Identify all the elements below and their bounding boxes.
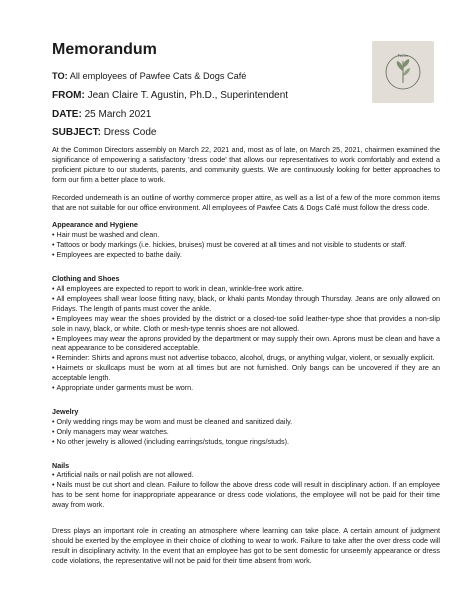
list-item: • Artificial nails or nail polish are not allowed. bbox=[52, 470, 194, 480]
section-heading: Nails bbox=[52, 460, 70, 470]
cafe-logo bbox=[372, 41, 434, 103]
list-item: • Appropriate under garments must be worn. bbox=[52, 383, 194, 393]
section-clothing bbox=[52, 274, 440, 393]
list-item: • Reminder: Shirts and aprons must not advertise tobacco, alcohol, drugs, or anything vulgar, violent, or sexually explicit. bbox=[52, 353, 435, 363]
list-item: • All employees are expected to report to work in clean, wrinkle-free work attire. bbox=[52, 283, 304, 293]
from-line: FROM: Jean Claire T. Agustin, Ph.D., Superintendent bbox=[52, 90, 289, 101]
list-item: • Employees are expected to bathe daily. bbox=[52, 250, 182, 260]
list-item: • Employees may wear the shoes provided by the district or a closed-toe solid leather-type shoe that provides a non-slip sole in navy, black, or white. Cloth or mesh-type tennis shoes are not allowed. bbox=[52, 313, 440, 333]
list-item: • No other jewelry is allowed (including earrings/studs, tongue rings/studs). bbox=[52, 436, 290, 446]
list-item: • Tattoos or body markings (i.e. hickies, bruises) must be covered at all times and not visible to students or staff. bbox=[52, 240, 407, 250]
subject-value: Dress Code bbox=[103, 127, 157, 138]
intro-paragraph: Recorded underneath is an outline of worthy commerce proper attire, as well as a list of a few of the more common items that are not suitable for our office environment. All employees of Pawfee Cats & Dogs Café must follow the dress code. bbox=[52, 192, 440, 212]
section-appearance bbox=[52, 220, 440, 260]
memo-body bbox=[52, 145, 440, 574]
list-item: • Employees may wear the aprons provided by the department or may supply their own. Aprons must be clean and have a neat appearance to be considered acceptable. bbox=[52, 333, 440, 353]
list-item: • Only wedding rings may be worn and must be cleaned and sanitized daily. bbox=[52, 416, 293, 426]
list-item: • Only managers may wear watches. bbox=[52, 426, 169, 436]
section-heading: Jewelry bbox=[52, 406, 79, 416]
list-item: • Hair must be washed and clean. bbox=[52, 230, 160, 240]
intro-paragraph: At the Common Directors assembly on March 22, 2021 and, most as of late, on March 25, 2021, chairmen examined the significance of empowering a satisfactory 'dress code' that allows our representatives to work comfortably and extend a proficient picture to our students, parents, and community guests. We are continuously looking for better approaches to form our firm a better place to work. bbox=[52, 145, 440, 184]
list-item: • All employees shall wear loose fitting navy, black, or khaki pants Monday through Thursday. Jeans are only allowed on Fridays. The length of pants must cover the ankle. bbox=[52, 293, 440, 313]
date-value: 25 March 2021 bbox=[84, 109, 152, 120]
list-item: • Nails must be cut short and clean. Failure to follow the above dress code will result in disciplinary action. If an employee has to be sent home for inappropriate appearance or dress code violations, the employee will not be paid for their time away from work. bbox=[52, 480, 440, 510]
section-jewelry bbox=[52, 407, 440, 447]
section-heading: Appearance and Hygiene bbox=[52, 220, 138, 230]
to-line: TO: All employees of Pawfee Cats & Dogs Café bbox=[52, 71, 247, 81]
section-nails bbox=[52, 461, 440, 511]
to-value: All employees of Pawfee Cats & Dogs Café bbox=[69, 71, 247, 81]
list-item: • Hairnets or skullcaps must be worn at all times but are not furnished. Only bangs can be uncovered if they are an acceptable length. bbox=[52, 363, 440, 383]
logo-text: Pawfee bbox=[397, 54, 409, 58]
memo-title: Memorandum bbox=[52, 41, 157, 58]
subject-line: SUBJECT: Dress Code bbox=[52, 127, 157, 138]
from-value: Jean Claire T. Agustin, Ph.D., Superintendent bbox=[87, 90, 289, 101]
date-line: DATE: 25 March 2021 bbox=[52, 109, 152, 120]
section-heading: Clothing and Shoes bbox=[52, 274, 120, 284]
closing-paragraph: Dress plays an important role in creating an atmosphere where learning can take place. A certain amount of judgment should be exerted by the employee in their choice of clothing to wear to work. Failure to take after the over dress code will result in disciplinary activity. In the event that an employee has got to be sent domestic for unseemly appearance or dress code violations, the representative will not be paid for their time absent from work. bbox=[52, 526, 440, 565]
plant-logo-icon bbox=[372, 41, 434, 103]
